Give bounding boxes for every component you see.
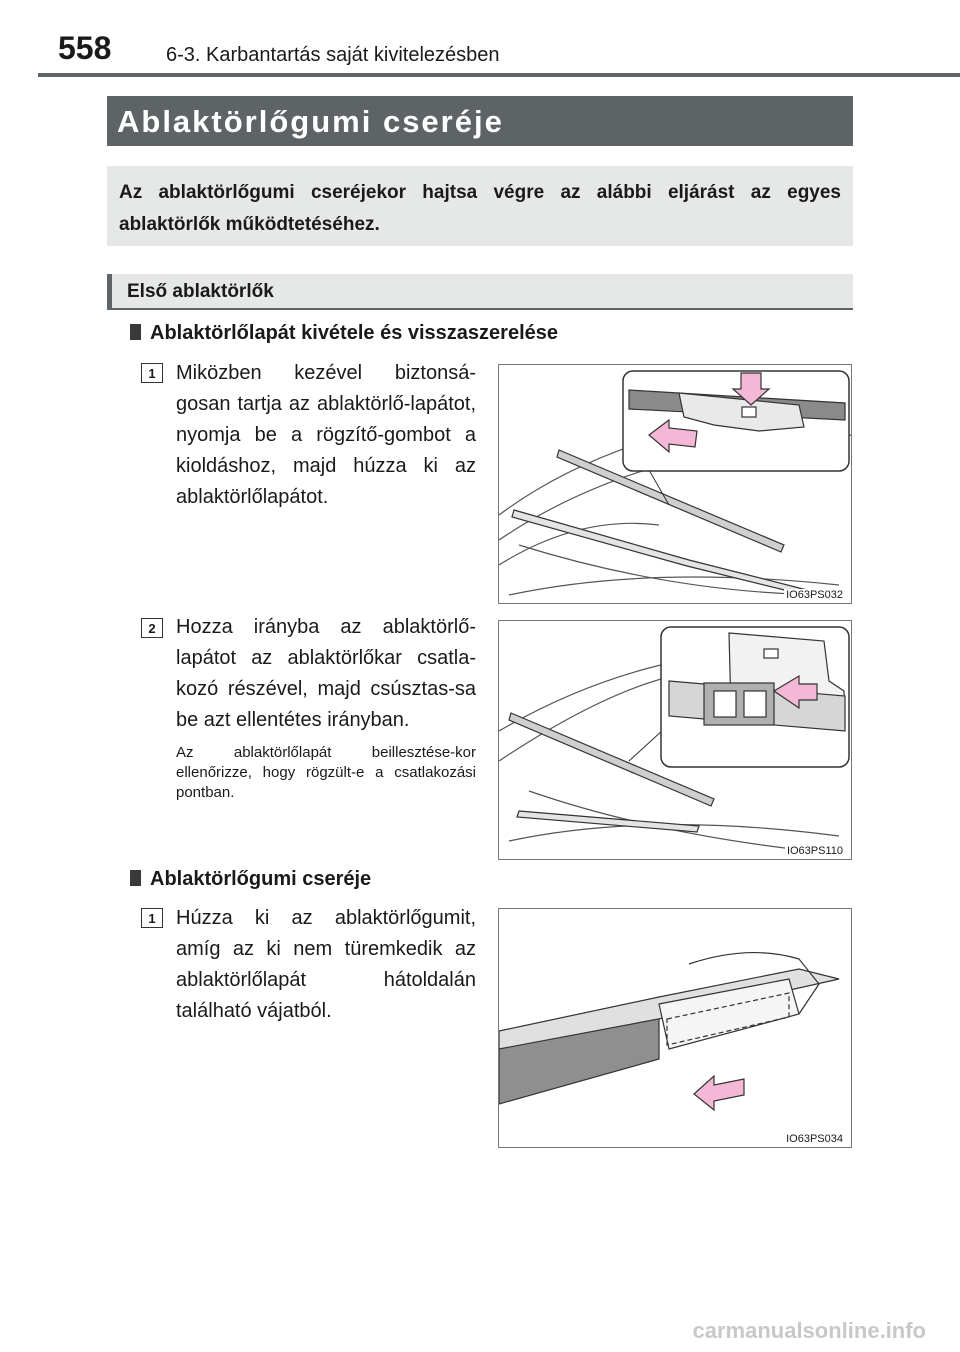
chapter-title: 6-3. Karbantartás saját kivitelezésben <box>166 44 500 66</box>
step-text: Hozza irányba az ablaktörlő-lapátot az ablaktörlőkar csatla-kozó részével, majd csúsztas-sa be azt ellentétes irányban. <box>176 616 476 731</box>
figure-wiper-removal <box>498 364 852 604</box>
step-number: 1 <box>141 908 163 928</box>
subsection-heading <box>130 322 558 345</box>
section-bar <box>107 274 853 310</box>
header-rule <box>38 73 960 77</box>
step-text: Miközben kezével biztonsá-gosan tartja az ablaktörlő-lapátot, nyomja be a rögzítő-gombot a kioldáshoz, majd húzza ki az ablaktörlőlapátot. <box>176 362 476 508</box>
section-accent <box>107 274 112 310</box>
step-note: Az ablaktörlőlapát beillesztése-kor ellenőrizze, hogy rögzült-e a csatlakozási pontban. <box>176 744 476 801</box>
section-title: Első ablaktörlők <box>127 281 274 302</box>
step-number: 1 <box>141 363 163 383</box>
watermark: carmanualsonline.info <box>692 1318 926 1343</box>
figure-wiper-install <box>498 620 852 860</box>
subsection-heading <box>130 868 371 891</box>
figure-rubber-removal <box>498 908 852 1148</box>
square-bullet-icon <box>130 324 141 340</box>
intro-text: Az ablaktörlőgumi cseréjekor hajtsa végre az alábbi eljárást az egyes ablaktörlők működtetéséhez. <box>119 182 841 235</box>
wiper-removal-illustration <box>499 365 852 604</box>
subsection-heading-text: Ablaktörlőgumi cseréje <box>150 868 372 890</box>
page-number: 558 <box>58 30 112 66</box>
figure-code: IO63PS110 <box>786 845 843 857</box>
subsection-heading-text: Ablaktörlőlapát kivétele és visszaszerelése <box>150 322 559 344</box>
square-bullet-icon <box>130 870 141 886</box>
intro-box <box>107 166 853 246</box>
figure-code: IO63PS032 <box>786 589 843 601</box>
rubber-removal-illustration <box>499 909 852 1148</box>
page-title: Ablaktörlőgumi cseréje <box>117 104 504 139</box>
step-number: 2 <box>141 618 163 638</box>
figure-code: IO63PS034 <box>786 1133 843 1145</box>
wiper-install-illustration <box>499 621 852 860</box>
step-text: Húzza ki az ablaktörlőgumit, amíg az ki nem türemkedik az ablaktörlőlapát hátoldalán található vájatból. <box>176 907 476 1022</box>
title-banner <box>107 96 853 146</box>
